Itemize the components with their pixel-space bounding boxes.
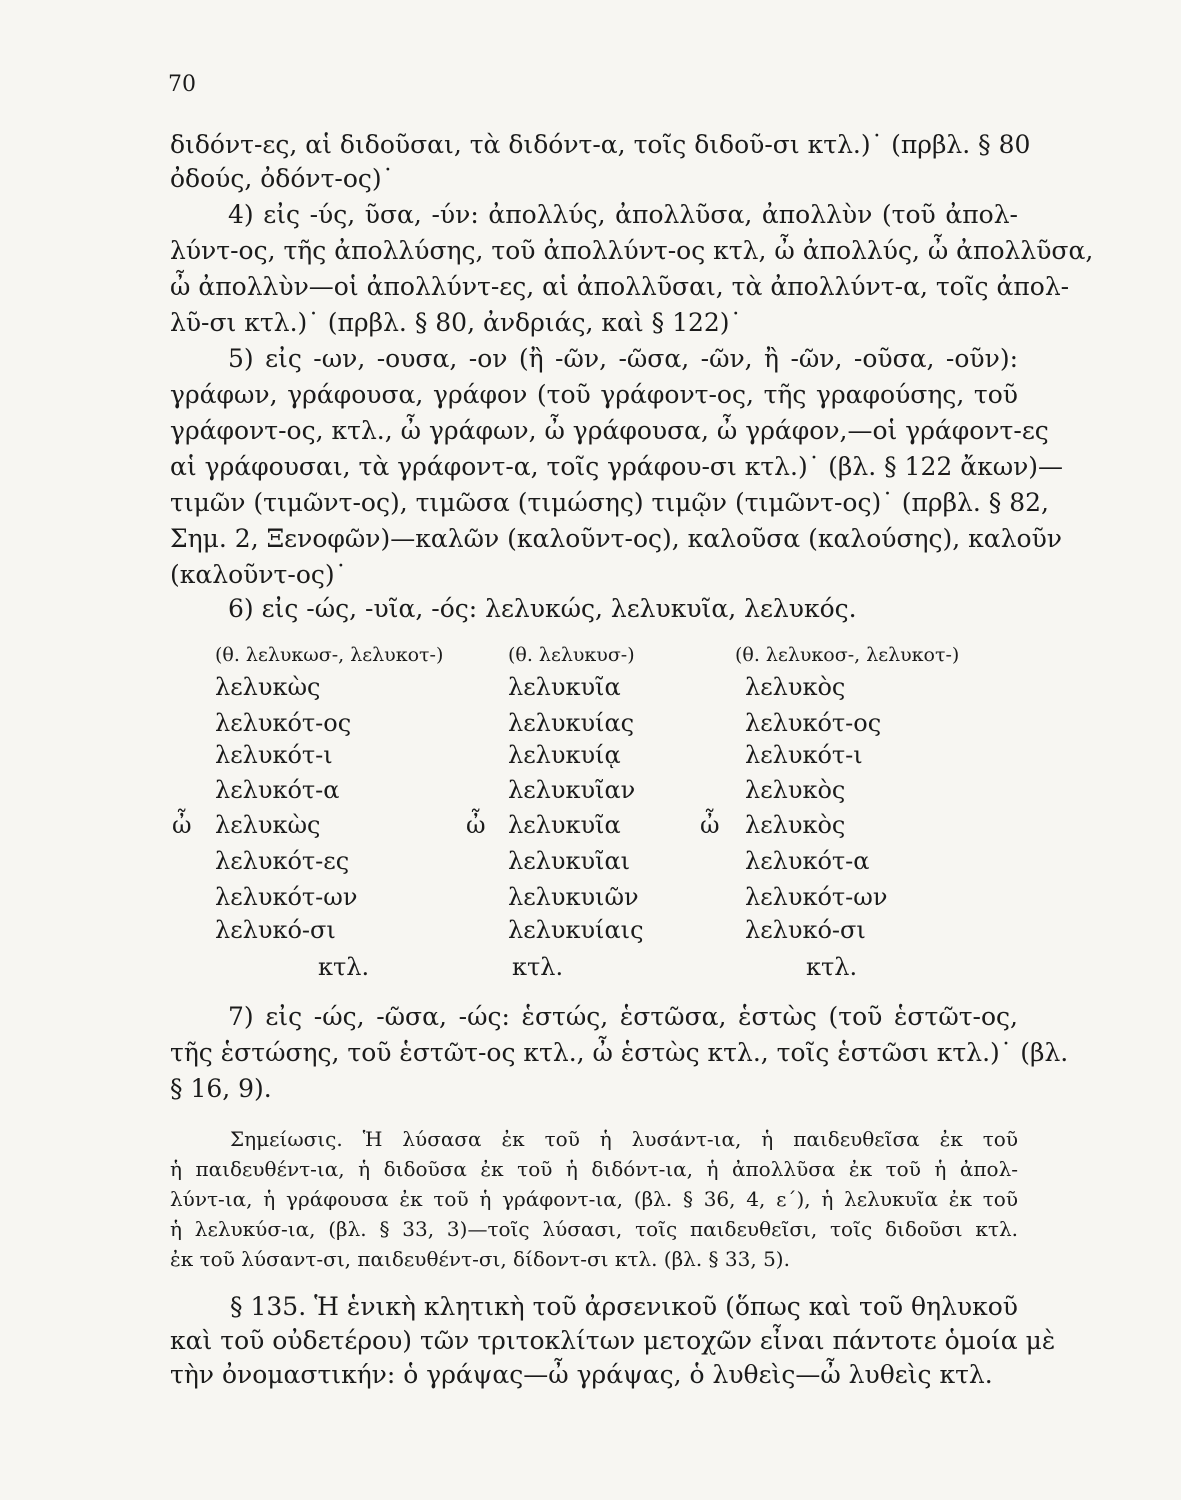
table-cell: λελυκὼς bbox=[215, 673, 321, 701]
note-line: Σημείωσις. Ἡ λύσασα ἐκ τοῦ ἡ λυσάντ-ια, ἡ παιδευθεῖσα ἐκ τοῦ bbox=[230, 1127, 1018, 1151]
page-number: 70 bbox=[168, 72, 196, 97]
table-cell: λελυκότ-ος bbox=[745, 709, 882, 737]
table-cell: λελυκότ-ος bbox=[215, 709, 352, 737]
note-line: ἡ παιδευθέντ-ια, ἡ διδοῦσα ἐκ τοῦ ἡ διδόντ-ια, ἡ ἀπολλῦσα ἐκ τοῦ ἡ ἀπολ- bbox=[170, 1157, 1018, 1181]
text-line: τὴν ὀνομαστικήν: ὁ γράψας—ὦ γράψας, ὁ λυθεὶς—ὦ λυθεὶς κτλ. bbox=[170, 1360, 993, 1389]
table-cell: λελυκότ-α bbox=[745, 847, 870, 875]
table-cell: λελυκὸς bbox=[745, 776, 846, 804]
table-cell: λελυκυιῶν bbox=[508, 883, 639, 911]
table-cell: λελυκότ-ων bbox=[745, 883, 888, 911]
table-cell: λελυκυῖαι bbox=[508, 847, 631, 875]
vocative-marker: ὦ bbox=[700, 811, 720, 839]
text-line: διδόντ-ες, αἱ διδοῦσαι, τὰ διδόντ-α, τοῖς διδοῦ-σι κτλ.)˙ (πρβλ. § 80 bbox=[170, 130, 1031, 159]
table-cell: λελυκότ-ι bbox=[745, 741, 863, 769]
vocative-marker: ὦ bbox=[466, 811, 486, 839]
table-cell: λελυκυίαις bbox=[508, 916, 644, 944]
table-cell: λελυκὸς bbox=[745, 811, 846, 839]
text-line: ὀδούς, ὀδόντ-ος)˙ bbox=[170, 164, 395, 193]
text-line: ὦ ἀπολλὺν—οἱ ἀπολλύντ-ες, αἱ ἀπολλῦσαι, τὰ ἀπολλύντ-α, τοῖς ἀπολ- bbox=[170, 272, 1070, 301]
text-line: 7) εἰς -ώς, -ῶσα, -ώς: ἑστώς, ἑστῶσα, ἑστὼς (τοῦ ἑστῶτ-ος, bbox=[228, 1002, 1018, 1031]
text-line: τῆς ἑστώσης, τοῦ ἑστῶτ-ος κτλ., ὦ ἑστὼς κτλ., τοῖς ἑστῶσι κτλ.)˙ (βλ. bbox=[170, 1038, 1069, 1067]
text-line: καὶ τοῦ οὐδετέρου) τῶν τριτοκλίτων μετοχῶν εἶναι πάντοτε ὁμοία μὲ bbox=[170, 1326, 1056, 1355]
table-cell: λελυκότ-ι bbox=[215, 741, 333, 769]
note-line: ἐκ τοῦ λύσαντ-σι, παιδευθέντ-σι, δίδοντ-σι κτλ. (βλ. § 33, 5). bbox=[170, 1247, 790, 1271]
text-line: 5) εἰς -ων, -ουσα, -ον (ἢ -ῶν, -ῶσα, -ῶν, ἢ -ῶν, -οῦσα, -οῦν): bbox=[228, 344, 1018, 373]
text-line: γράφοντ-ος, κτλ., ὦ γράφων, ὦ γράφουσα, ὦ γράφον,—οἱ γράφοντ-ες bbox=[170, 416, 1049, 445]
text-line: § 16, 9). bbox=[170, 1074, 272, 1103]
table-cell: κτλ. bbox=[806, 953, 858, 981]
table-cell: κτλ. bbox=[318, 953, 370, 981]
vocative-marker: ὦ bbox=[172, 811, 192, 839]
text-line: γράφων, γράφουσα, γράφον (τοῦ γράφοντ-ος, τῆς γραφούσης, τοῦ bbox=[170, 380, 1018, 409]
text-line: Σημ. 2, Ξενοφῶν)—καλῶν (καλοῦντ-ος), καλοῦσα (καλούσης), καλοῦν bbox=[170, 524, 1062, 553]
table-cell: λελυκυῖα bbox=[508, 673, 621, 701]
table-cell: λελυκό-σι bbox=[215, 916, 336, 944]
note-line: ἡ λελυκύσ-ια, (βλ. § 33, 3)—τοῖς λύσασι, τοῖς παιδευθεῖσι, τοῖς διδοῦσι κτλ. bbox=[170, 1217, 1018, 1241]
table-cell: λελυκό-σι bbox=[745, 916, 866, 944]
text-line: λῦ-σι κτλ.)˙ (πρβλ. § 80, ἀνδριάς, καὶ § 122)˙ bbox=[170, 308, 743, 337]
table-header: (θ. λελυκωσ-, λελυκοτ-) bbox=[215, 644, 444, 666]
table-cell: λελυκυῖαν bbox=[508, 776, 636, 804]
note-line: λύντ-ια, ἡ γράφουσα ἐκ τοῦ ἡ γράφοντ-ια, (βλ. § 36, 4, ε΄), ἡ λελυκυῖα ἐκ τοῦ bbox=[170, 1187, 1018, 1211]
text-line: 6) εἰς -ώς, -υῖα, -ός: λελυκώς, λελυκυῖα, λελυκός. bbox=[228, 594, 857, 623]
text-line: (καλοῦντ-ος)˙ bbox=[170, 560, 348, 589]
table-header: (θ. λελυκοσ-, λελυκοτ-) bbox=[735, 644, 960, 666]
table-cell: λελυκυίᾳ bbox=[508, 741, 621, 769]
section-heading-line: § 135. Ἡ ἑνικὴ κλητικὴ τοῦ ἀρσενικοῦ (ὅπως καὶ τοῦ θηλυκοῦ bbox=[230, 1292, 1018, 1321]
table-header: (θ. λελυκυσ-) bbox=[508, 644, 635, 666]
table-cell: κτλ. bbox=[512, 953, 564, 981]
table-cell: λελυκότ-α bbox=[215, 776, 340, 804]
text-line: τιμῶν (τιμῶντ-ος), τιμῶσα (τιμώσης) τιμῷν (τιμῶντ-ος)˙ (πρβλ. § 82, bbox=[170, 488, 1049, 517]
table-cell: λελυκυίας bbox=[508, 709, 635, 737]
text-line: αἱ γράφουσαι, τὰ γράφοντ-α, τοῖς γράφου-σι κτλ.)˙ (βλ. § 122 ἄκων)— bbox=[170, 452, 1064, 481]
table-cell: λελυκότ-ες bbox=[215, 847, 350, 875]
text-line: λύντ-ος, τῆς ἀπολλύσης, τοῦ ἀπολλύντ-ος κτλ, ὦ ἀπολλύς, ὦ ἀπολλῦσα, bbox=[170, 236, 1094, 265]
table-cell: λελυκότ-ων bbox=[215, 883, 358, 911]
table-cell: λελυκυῖα bbox=[508, 811, 621, 839]
table-cell: λελυκὸς bbox=[745, 673, 846, 701]
text-line: 4) εἰς -ύς, ῦσα, -ύν: ἀπολλύς, ἀπολλῦσα, ἀπολλὺν (τοῦ ἀπολ- bbox=[228, 200, 1018, 229]
table-cell: λελυκὼς bbox=[215, 811, 321, 839]
